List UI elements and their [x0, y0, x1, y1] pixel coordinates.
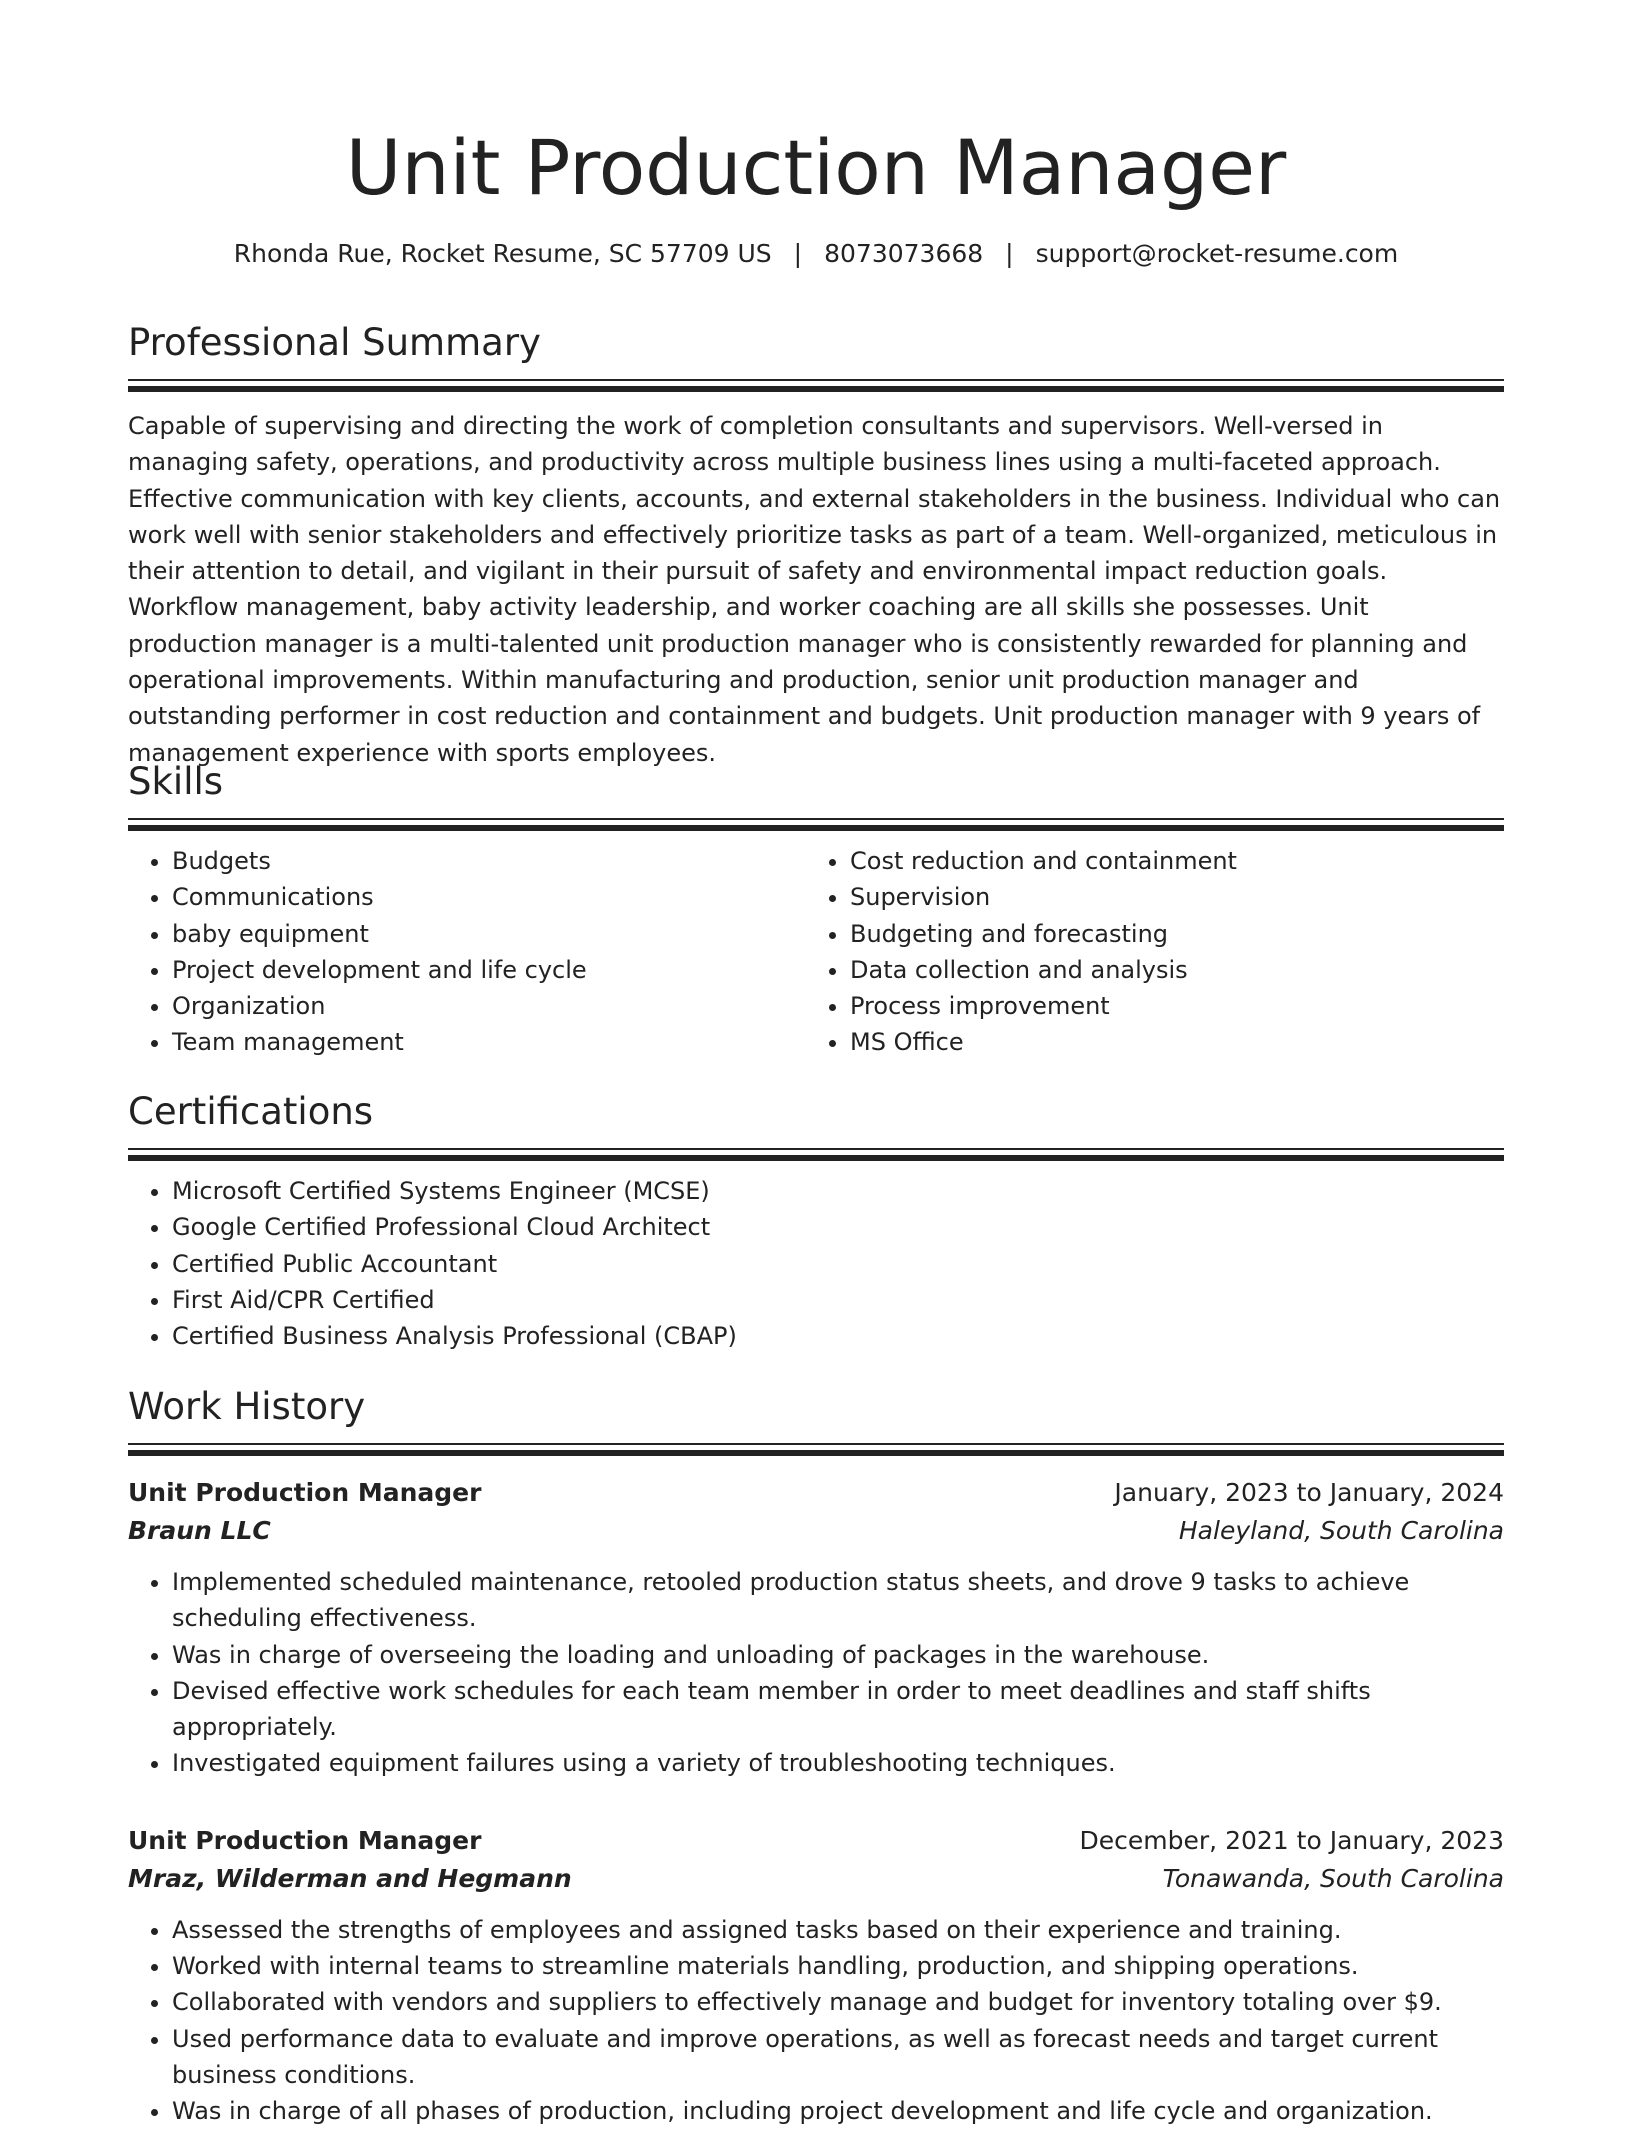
job-dates: January, 2023 to January, 2024 [1114, 1478, 1504, 1507]
job-company-row [128, 1860, 1504, 1898]
skill-item: • Communications [172, 879, 806, 915]
job-bullet: • Devised effective work schedules for each team member in order to meet deadlines and staff shifts appropriately. [172, 1673, 1504, 1746]
section-divider [128, 1443, 1504, 1456]
skill-item: • Budgets [172, 843, 806, 879]
contact-separator: | [793, 239, 803, 268]
certification-item: • Google Certified Professional Cloud Architect [172, 1209, 1504, 1245]
summary-text: Capable of supervising and directing the work of completion consultants and supervisors. Well-versed in managing safety, operations, and productivity across multiple business lines using a multi-faceted approach. Effective communication with key clients, accounts, and external stakeholders in the business. Individual who can work well with senior stakeholders and effectively prioritize tasks as part of a team. Well-organized, meticulous in their attention to detail, and vigilant in their pursuit of safety and environmental impact reduction goals. Workflow management, baby activity leadership, and worker coaching are all skills she possesses. Unit production manager is a multi-talented unit production manager who is consistently rewarded for planning and operational improvements. Within manufacturing and production, senior unit production manager and outstanding performer in cost reduction and containment and budgets. Unit production manager with 9 years of management experience with sports employees. [128, 412, 1501, 767]
certifications-heading: Certifications [128, 1090, 374, 1133]
contact-address: Rhonda Rue, Rocket Resume, SC 57709 US [233, 239, 772, 268]
section-divider [128, 1148, 1504, 1161]
skill-item: • Team management [172, 1024, 806, 1060]
skill-item: • Budgeting and forecasting [850, 916, 1484, 952]
section-divider [128, 818, 1504, 831]
job-dates: December, 2021 to January, 2023 [1079, 1825, 1504, 1855]
contact-separator: | [1005, 239, 1014, 268]
job-company: Mraz, Wilderman and Hegmann [128, 1863, 572, 1893]
skill-item: • Project development and life cycle [172, 952, 806, 988]
job-bullet: • Worked with internal teams to streamline materials handling, production, and shipping operations. [172, 1948, 1504, 1984]
certifications-list [128, 1173, 1504, 1354]
skill-item: • Supervision [850, 879, 1484, 915]
contact-phone: 8073073668 [824, 239, 984, 268]
job-title: Unit Production Manager [128, 1825, 482, 1855]
contact-email: support@rocket-resume.com [1035, 239, 1399, 268]
job-bullet: • Investigated equipment failures using a variety of troubleshooting techniques. [172, 1745, 1504, 1781]
skill-item: • MS Office [850, 1024, 1484, 1060]
job-bullet: • Collaborated with vendors and suppliers to effectively manage and budget for inventory totaling over $9. [172, 1984, 1504, 2020]
summary-heading: Professional Summary [128, 321, 541, 364]
job-bullets [128, 1564, 1504, 1782]
job-entry [128, 1822, 1504, 2130]
skills-section [128, 757, 1504, 1061]
job-bullet: • Used performance data to evaluate and improve operations, as well as forecast needs and target current business conditions. [172, 2021, 1504, 2094]
work-history-section [128, 1382, 1504, 2130]
certification-item: • Certified Public Accountant [172, 1246, 1504, 1282]
skill-item: • baby equipment [172, 916, 806, 952]
summary-section [128, 318, 1504, 771]
skill-item: • Process improvement [850, 988, 1484, 1024]
job-header-row [128, 1822, 1504, 1860]
job-entry [128, 1474, 1504, 1782]
job-bullet: • Was in charge of all phases of production, including project development and life cycle and organization. [172, 2093, 1504, 2129]
job-bullets [128, 1912, 1504, 2130]
section-divider [128, 379, 1504, 392]
job-location: Haleyland, South Carolina [1178, 1516, 1504, 1545]
job-bullet: • Was in charge of overseeing the loading and unloading of packages in the warehouse. [172, 1637, 1504, 1673]
skill-item: • Organization [172, 988, 806, 1024]
skills-list-left [128, 843, 806, 1061]
certification-item: • Certified Business Analysis Professional (CBAP) [172, 1318, 1504, 1354]
resume-title: Unit Production Manager [345, 123, 1287, 212]
certifications-section [128, 1087, 1504, 1354]
job-bullet: • Assessed the strengths of employees and assigned tasks based on their experience and training. [172, 1912, 1504, 1948]
job-company: Braun LLC [128, 1516, 271, 1545]
certification-item: • Microsoft Certified Systems Engineer (MCSE) [172, 1173, 1504, 1209]
job-company-row [128, 1512, 1504, 1550]
skill-item: • Data collection and analysis [850, 952, 1484, 988]
certification-item: • First Aid/CPR Certified [172, 1282, 1504, 1318]
skills-list-right [806, 843, 1484, 1061]
job-title: Unit Production Manager [128, 1478, 482, 1507]
contact-line [128, 236, 1504, 272]
work-history-heading: Work History [128, 1385, 366, 1428]
skills-grid [128, 831, 1504, 1061]
skill-item: • Cost reduction and containment [850, 843, 1484, 879]
skills-heading: Skills [128, 760, 224, 803]
job-bullet: • Implemented scheduled maintenance, retooled production status sheets, and drove 9 tasks to achieve scheduling effectiveness. [172, 1564, 1504, 1637]
job-header-row [128, 1474, 1504, 1512]
job-location: Tonawanda, South Carolina [1162, 1863, 1504, 1893]
